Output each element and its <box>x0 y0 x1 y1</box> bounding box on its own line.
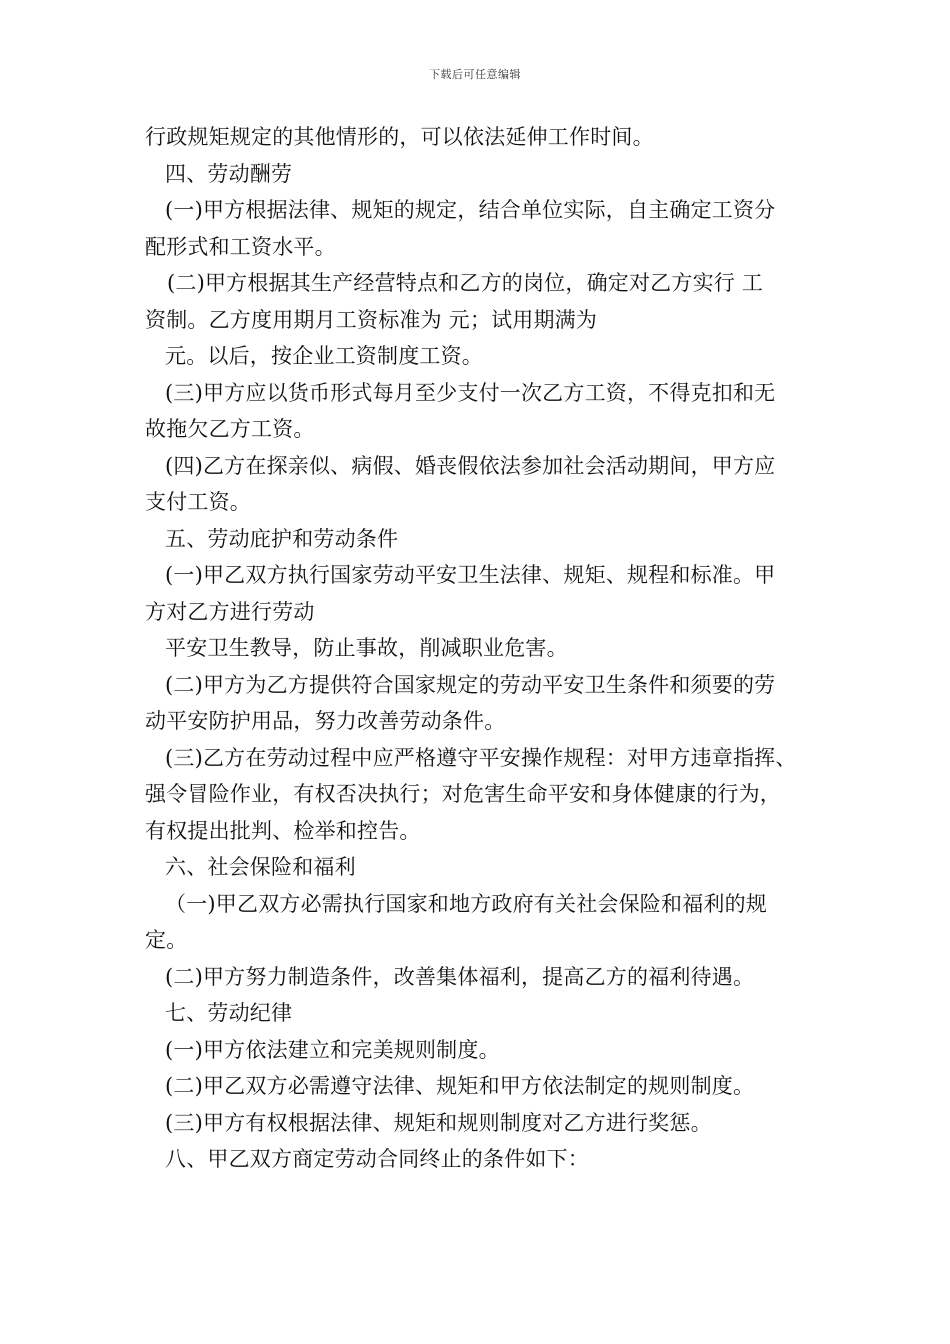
paragraph-line: (二)甲乙双方必需遵守法律、规矩和甲方依法制定的规则制度。 <box>165 1074 755 1098</box>
paragraph-line: 方对乙方进行劳动 <box>145 599 315 624</box>
paragraph-line: 元。以后，按企业工资制度工资。 <box>165 344 483 368</box>
paragraph-line: （一)甲乙双方必需执行国家和地方政府有关社会保险和福利的规 <box>165 891 767 916</box>
paragraph-line: (二)甲方努力制造条件，改善集体福利，提高乙方的福利待遇。 <box>165 964 755 989</box>
paragraph-line: 平安卫生教导，防止事故，削减职业危害。 <box>165 636 568 660</box>
paragraph-line: (四)乙方在探亲似、病假、婚丧假依法参加社会活动期间，甲方应 <box>165 453 776 478</box>
section-heading: 五、劳动庇护和劳动条件 <box>165 526 399 551</box>
paragraph-line: (一)甲方根据法律、规矩的规定，结合单位实际，自主确定工资分 <box>165 198 776 222</box>
paragraph-line: 有权提出批判、检举和控告。 <box>145 818 421 843</box>
paragraph-line: 配形式和工资水平。 <box>145 234 336 259</box>
paragraph-line: (二)甲方根据其生产经营特点和乙方的岗位，确定对乙方实行 工 <box>167 271 764 295</box>
paragraph-line: 支付工资。 <box>145 490 251 514</box>
paragraph-line: (一)甲方依法建立和完美规则制度。 <box>165 1037 500 1062</box>
paragraph-line: 故拖欠乙方工资。 <box>145 417 315 441</box>
paragraph-line: (二)甲方为乙方提供符合国家规定的劳动平安卫生条件和须要的劳 <box>165 672 776 697</box>
paragraph-line: 资制。乙方度用期月工资标准为 元；试用期满为 <box>145 307 598 332</box>
paragraph-line: (三)甲方应以货币形式每月至少支付一次乙方工资，不得克扣和无 <box>165 380 776 405</box>
paragraph-line: 动平安防护用品，努力改善劳动条件。 <box>145 709 506 733</box>
section-heading: 七、劳动纪律 <box>165 1001 293 1025</box>
paragraph-line: 行政规矩规定的其他情形的，可以依法延伸工作时间。 <box>145 125 654 149</box>
document-body <box>145 119 815 1178</box>
paragraph-line: 强令冒险作业，有权否决执行；对危害生命平安和身体健康的行为， <box>145 782 781 806</box>
header-note: 下载后可任意编辑 <box>429 68 521 81</box>
paragraph-line: (三)甲方有权根据法律、规矩和规则制度对乙方进行奖惩。 <box>165 1110 712 1135</box>
paragraph-line: 定。 <box>145 928 188 952</box>
section-heading: 四、劳动酬劳 <box>165 161 293 186</box>
section-heading: 六、社会保险和福利 <box>165 855 356 879</box>
paragraph-line: (一)甲乙双方执行国家劳动平安卫生法律、规矩、规程和标准。甲 <box>165 563 776 587</box>
paragraph-line: (三)乙方在劳动过程中应严格遵守平安操作规程：对甲方违章指挥、 <box>165 745 797 770</box>
section-heading: 八、甲乙双方商定劳动合同终止的条件如下： <box>165 1147 589 1171</box>
